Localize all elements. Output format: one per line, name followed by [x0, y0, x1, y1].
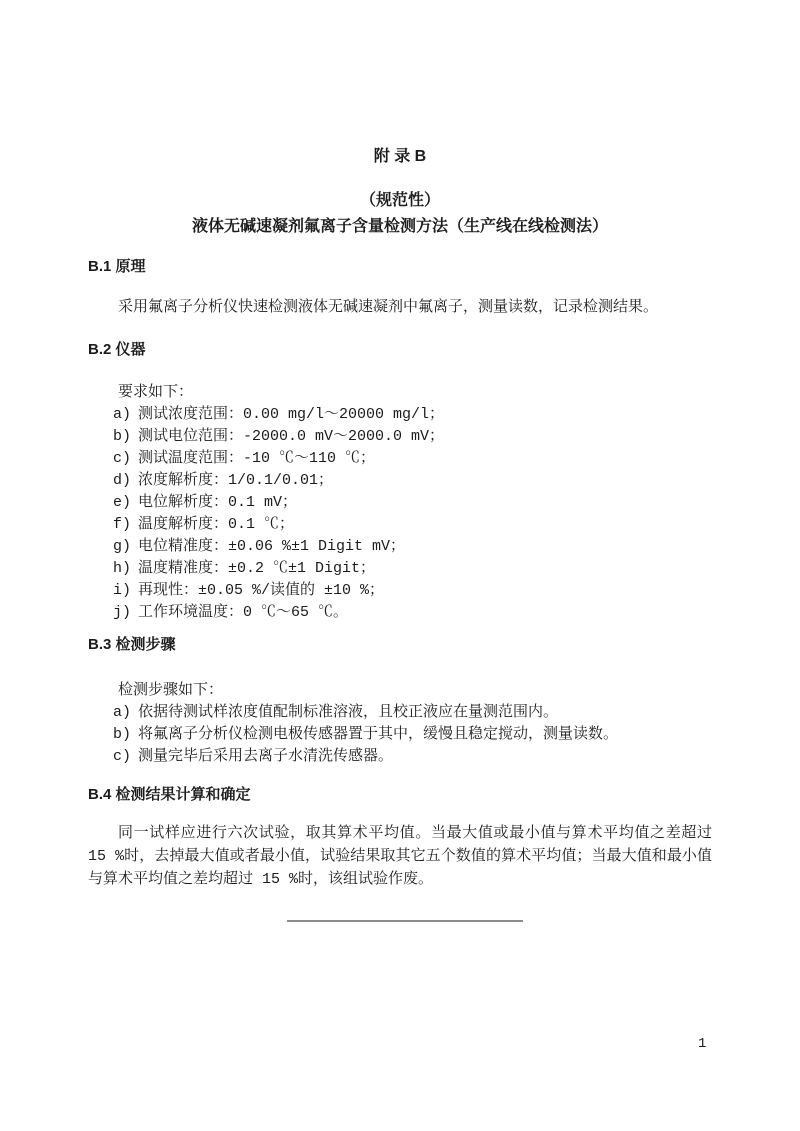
- section-b2-heading: B.2 仪器: [88, 341, 146, 358]
- list-item-text: 测试浓度范围：0.00 mg/l～20000 mg/l；: [138, 406, 445, 423]
- list-item-text: 电位精准度：±0.06 %±1 Digit mV；: [138, 538, 406, 555]
- list-item-text: 再现性：±0.05 %/读值的 ±10 %；: [138, 582, 385, 599]
- list-item: [113, 724, 712, 746]
- list-item: [113, 602, 712, 624]
- list-item-marker: j): [113, 604, 132, 621]
- b1-paragraph: 采用氟离子分析仪快速检测液体无碱速凝剂中氟离子，测量读数，记录检测结果。: [118, 299, 659, 316]
- list-item: [113, 404, 712, 426]
- list-item-marker: c): [113, 450, 132, 467]
- list-item-text: 浓度解析度：1/0.1/0.01；: [138, 472, 334, 489]
- b2-requirements-list: [88, 404, 712, 624]
- normative-label: （规范性）: [359, 192, 440, 209]
- page-number: 1: [698, 1036, 707, 1052]
- section-b4-heading: B.4 检测结果计算和确定: [88, 786, 251, 803]
- list-item-text: 将氟离子分析仪检测电极传感器置于其中，缓慢且稳定搅动，测量读数。: [138, 726, 619, 743]
- section-b3-heading: B.3 检测步骤: [88, 636, 176, 653]
- list-item-marker: f): [113, 516, 132, 533]
- list-item: [113, 558, 712, 580]
- section-b1-heading: B.1 原理: [88, 258, 146, 275]
- list-item-marker: b): [113, 726, 132, 743]
- list-item-text: 温度精准度：±0.2 ℃±1 Digit；: [138, 560, 376, 577]
- list-item-marker: a): [113, 406, 132, 423]
- list-item-marker: h): [113, 560, 132, 577]
- list-item-text: 测量完毕后采用去离子水清洗传感器。: [138, 748, 394, 765]
- b3-steps-list: [88, 702, 712, 768]
- b2-intro: 要求如下：: [118, 384, 194, 401]
- list-item: [113, 426, 712, 448]
- list-item: [113, 514, 712, 536]
- list-item: [113, 448, 712, 470]
- b4-paragraph: 同一试样应进行六次试验，取其算术平均值。当最大值或最小值与算术平均值之差超过 15 %时，去掉最大值或者最小值，试验结果取其它五个数值的算术平均值；当最大值和最小值与算术平均值之差均超过 15 %时，该组试验作废。: [88, 825, 712, 888]
- list-item-text: 温度解析度：0.1 ℃；: [138, 516, 295, 533]
- list-item-marker: c): [113, 748, 132, 765]
- end-of-document-line: [287, 920, 523, 922]
- list-item-text: 测试电位范围：-2000.0 mV～2000.0 mV；: [138, 428, 445, 445]
- list-item-marker: e): [113, 494, 132, 511]
- list-item-marker: d): [113, 472, 132, 489]
- list-item: [113, 746, 712, 768]
- list-item: [113, 470, 712, 492]
- list-item-text: 工作环境温度：0 ℃～65 ℃。: [138, 604, 349, 621]
- list-item-marker: b): [113, 428, 132, 445]
- b3-intro: 检测步骤如下：: [118, 682, 224, 699]
- list-item: [113, 492, 712, 514]
- list-item: [113, 536, 712, 558]
- appendix-title: 附 录 B: [373, 148, 427, 165]
- list-item-text: 依据待测试样浓度值配制标准溶液，且校正液应在量测范围内。: [138, 704, 559, 721]
- list-item-marker: a): [113, 704, 132, 721]
- list-item: [113, 702, 712, 724]
- list-item-marker: g): [113, 538, 132, 555]
- list-item-text: 测试温度范围：-10 ℃～110 ℃；: [138, 450, 376, 467]
- method-title: 液体无碱速凝剂氟离子含量检测方法（生产线在线检测法）: [191, 218, 608, 235]
- list-item-marker: i): [113, 582, 132, 599]
- list-item: [113, 580, 712, 602]
- list-item-text: 电位解析度：0.1 mV；: [138, 494, 298, 511]
